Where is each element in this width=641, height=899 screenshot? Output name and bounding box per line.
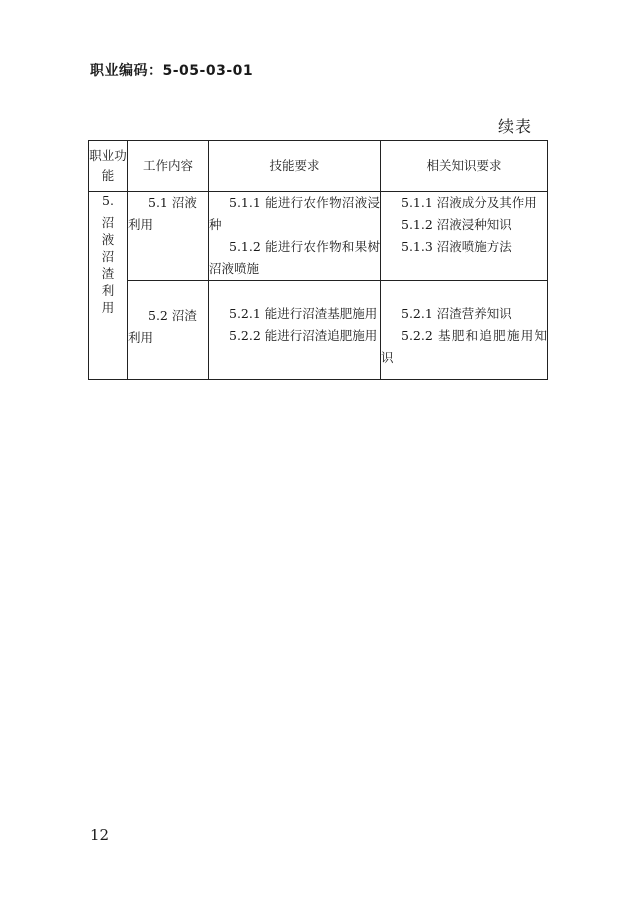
header-occupation-function: 职业功能	[89, 141, 128, 192]
table-row	[89, 281, 548, 380]
knowledge-item: 5.1.3 沼液喷施方法	[401, 239, 512, 254]
table-row	[89, 192, 548, 281]
header-work-content: 工作内容	[128, 141, 209, 192]
occupation-code: 职业编码：5-05-03-01	[90, 63, 254, 79]
knowledge-item: 5.1.1 沼液成分及其作用	[401, 195, 537, 210]
header-knowledge-requirements: 相关知识要求	[381, 141, 548, 192]
skill-item: 5.1.1 能进行农作物沼液浸种	[209, 195, 380, 232]
function-label: 沼液沼渣利用	[101, 215, 115, 315]
skills-cell	[209, 281, 381, 380]
continued-table-label: 续表	[498, 117, 533, 136]
skills-cell	[209, 192, 381, 281]
work-content-cell: 5.2 沼渣利用	[128, 281, 209, 380]
knowledge-item: 5.2.2 基肥和追肥施用知识	[381, 328, 547, 365]
page-number: 12	[90, 826, 110, 844]
knowledge-item: 5.1.2 沼液浸种知识	[401, 217, 512, 232]
knowledge-item: 5.2.1 沼渣营养知识	[401, 306, 512, 321]
table-header-row	[89, 141, 548, 192]
skill-item: 5.2.2 能进行沼渣追肥施用	[229, 328, 378, 343]
knowledge-cell	[381, 281, 548, 380]
skill-item: 5.2.1 能进行沼渣基肥施用	[229, 306, 378, 321]
function-number: 5.	[102, 193, 114, 208]
knowledge-cell	[381, 192, 548, 281]
skill-requirements-table	[88, 140, 548, 380]
work-content-cell: 5.1 沼液利用	[128, 192, 209, 281]
skill-item: 5.1.2 能进行农作物和果树沼液喷施	[209, 239, 380, 276]
header-skill-requirements: 技能要求	[209, 141, 381, 192]
occupation-function-cell	[89, 192, 128, 380]
